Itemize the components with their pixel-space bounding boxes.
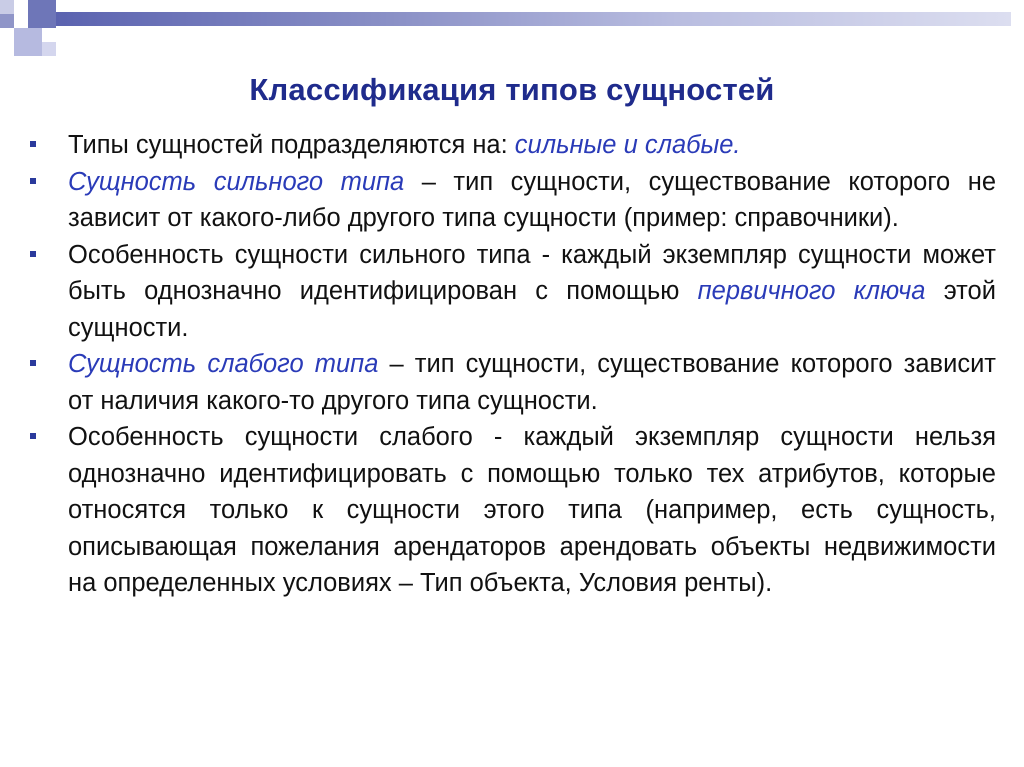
decor-square xyxy=(14,28,42,56)
bullet-highlight: Сущность сильного типа xyxy=(68,167,405,196)
bullet-text: Особенность сущности слабого - каждый экземпляр сущности нельзя однозначно идентифицировать с помощью только тех атрибутов, которые относятся только к сущности этого типа (например, есть сущность, описывающая пожелания арендаторов арендовать объекты недвижимости на определенных условиях – Тип объекта, Условия ренты). xyxy=(68,423,996,597)
bullet-highlight: первичного ключа xyxy=(697,277,926,305)
bullet-item xyxy=(30,346,996,419)
decor-square xyxy=(0,0,14,14)
decor-square xyxy=(0,14,14,28)
decor-square xyxy=(42,42,56,56)
bullet-list xyxy=(30,127,996,602)
bullet-text: – тип сущности, существование которого зависит от наличия какого-то другого типа сущности. xyxy=(68,350,996,415)
decor-square xyxy=(0,28,14,42)
bullet-marker-icon xyxy=(30,178,36,184)
bullet-marker-icon xyxy=(30,251,36,257)
decor-square xyxy=(14,0,28,14)
bullet-item xyxy=(30,419,996,602)
bullet-text: Типы сущностей подразделяются на: xyxy=(68,131,515,159)
bullet-text: – тип сущности, существование которого не зависит от какого-либо другого типа сущности (пример: справочники). xyxy=(68,167,996,232)
header-gradient-bar xyxy=(56,12,1011,26)
bullet-highlight: сильные и слабые. xyxy=(514,131,741,159)
bullet-marker-icon xyxy=(30,360,36,366)
bullet-marker-icon xyxy=(30,141,36,147)
slide-title: Классификация типов сущностей xyxy=(249,72,775,107)
bullet-item xyxy=(30,237,996,347)
decor-square xyxy=(14,14,28,28)
bullet-text: Особенность сущности сильного типа - каждый экземпляр сущности может быть однозначно идентифицирован с помощью xyxy=(68,240,996,305)
bullet-item xyxy=(30,127,996,164)
bullet-marker-icon xyxy=(30,433,36,439)
bullet-text: этой сущности. xyxy=(68,277,996,342)
bullet-highlight: Сущность слабого типа xyxy=(68,350,379,378)
bullet-item xyxy=(30,164,996,237)
decor-square xyxy=(28,0,56,28)
